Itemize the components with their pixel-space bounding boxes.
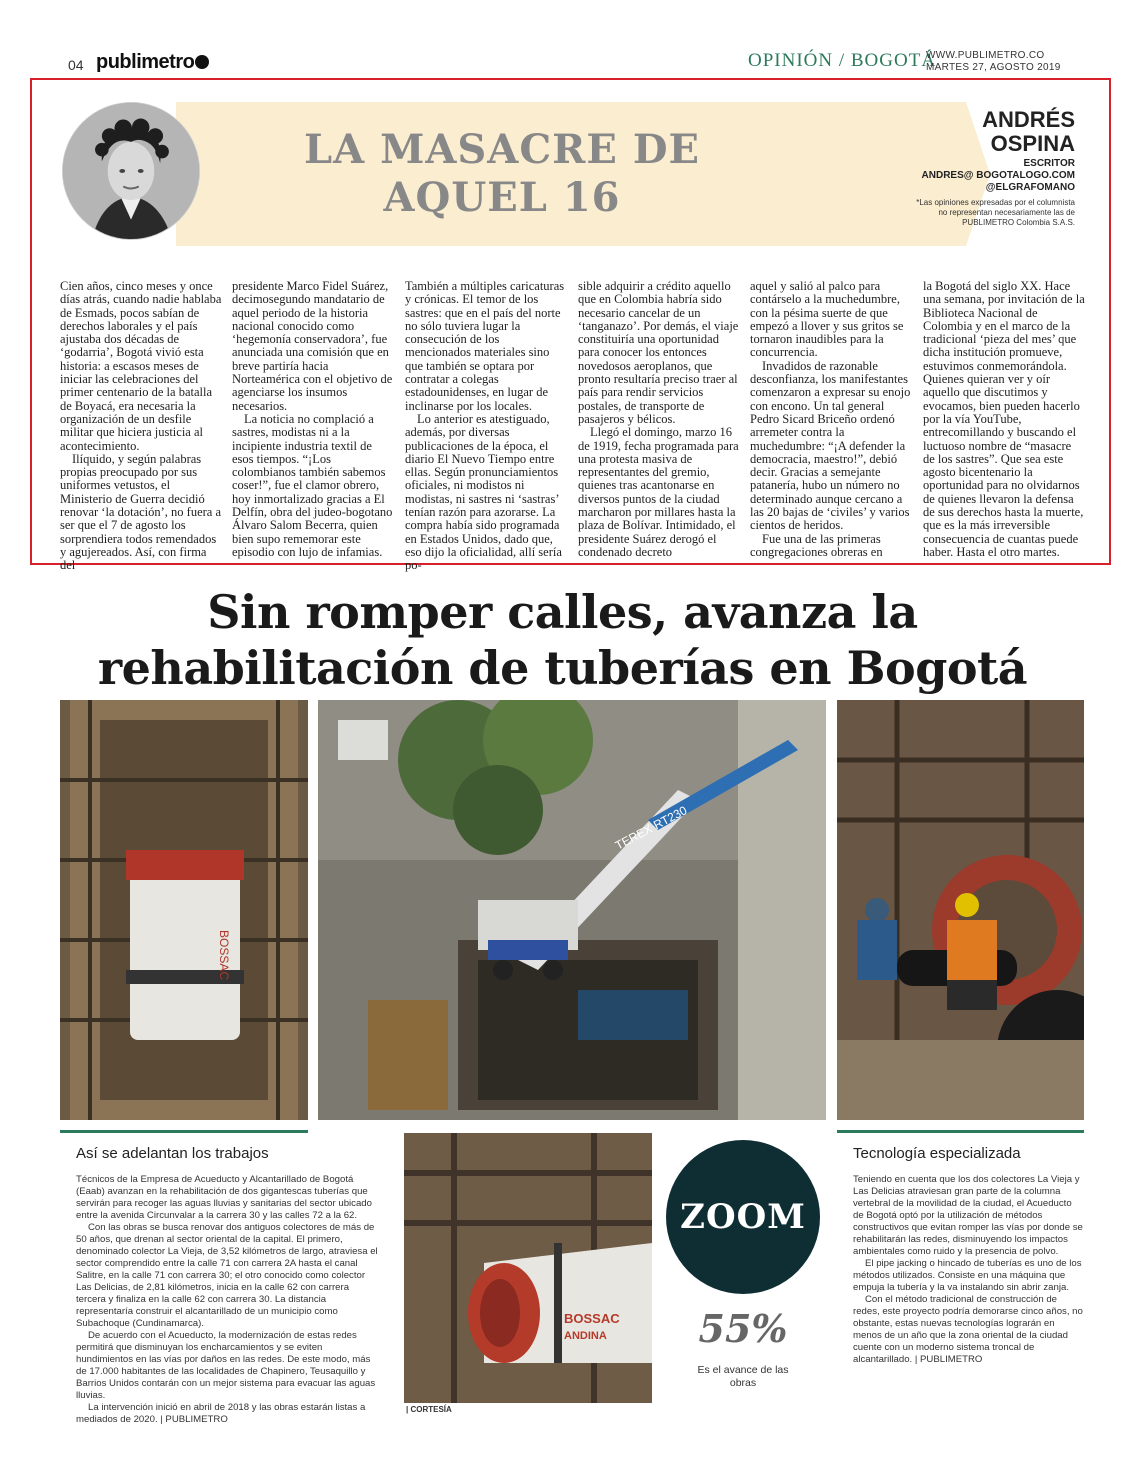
logo-text: publimetro [96,51,195,73]
photo-credit: | CORTESÍA [406,1405,452,1414]
photo-boring-machine [404,1133,652,1403]
story-headline-line2: rehabilitación de tuberías en Bogotá [97,641,1028,695]
section-label: OPINIÓN / BOGOTÁ [748,50,937,71]
opinion-disclaimer: *Las opiniones expresadas por el columnista no representan necesariamente las de PUBLIMETRO Colombia S.A.S. [916,198,1075,227]
story-headline-line1: Sin romper calles, avanza la [207,585,918,639]
paragraph: presidente Marco Fidel Suárez, decimosegundo mandatario de aquel periodo de la historia nacional conocido como ‘hegemonía conservadora’, fue anunciada una comisión que en breve partiría hacia Norteamérica con el objetivo de agenciarse los insumos necesarios. [232,279,393,413]
right-body [853,1174,1083,1366]
story-headline [20,584,1105,696]
progress-stat: 55% [698,1306,788,1351]
opinion-text-column-2 [232,280,394,559]
author-email: ANDRES@ BOGOTALOGO.COM [921,170,1075,181]
paragraph: El pipe jacking o hincado de tuberías es uno de los métodos utilizados. Consiste en una máquina que empuja la tubería y la va instalando sin abrir zanja. [853,1258,1082,1293]
opinion-text-column-4 [578,280,740,559]
site-info [926,50,1061,74]
photo-workers-tunnel [837,700,1084,1120]
left-subhead: Así se adelantan los trabajos [76,1145,269,1162]
paragraph: Ilíquido, y según palabras propias preocupado por sus uniformes vetustos, el Ministerio de Guerra decidió renovar ‘la dotación’, no fuera a ser que el 7 de agosto los sorprendiera todos remendados y agujereados. Así, con firma del [60,451,222,573]
paragraph: sible adquirir a crédito aquello que en Colombia habría sido necesario cancelar de un ‘tanganazo’. Por demás, el viaje constituiría una oportunidad para conocer los entonces novedosos aeroplanos, que pronto resultaría preciso traer al país para rendir servicios postales, de transporte de pasajeros y bélicos. [578,279,739,426]
progress-stat-caption: Es el avance de las obras [697,1364,789,1389]
paragraph: También a múltiples caricaturas y crónicas. El temor de los sastres: que en el país del norte no sólo tuviera lugar la consecución de los mencionados materiales sino que también se optara por contratar a colegas estadounidenses, en lugar de inclinarse por los locales. [405,279,565,413]
opinion-column [30,78,1111,573]
author-role: ESCRITOR [1023,158,1075,169]
right-subhead: Tecnología especializada [853,1145,1021,1162]
author-twitter: @ELGRAFOMANO [985,182,1075,193]
left-subhead-rule [60,1130,308,1133]
opinion-body [60,279,1085,573]
paragraph: Fue una de las primeras congregaciones obreras en [750,531,883,559]
paragraph: Con el método tradicional de construcción de redes, este proyecto podría demorarse cinco años, no obstante, estas nuevas tecnologías lograrán en menos de un año que la zona oriental de la ciudad cuente con un moderno sistema troncal de alcantarillado. | PUBLIMETRO [853,1294,1083,1365]
zoom-badge [666,1140,820,1294]
paragraph: La intervención inició en abril de 2018 y las obras estarán listas a mediados de 2020. | PUBLIMETRO [76,1402,366,1425]
right-subhead-rule [837,1130,1084,1133]
photo-tunnel-shaft [60,700,308,1120]
opinion-headline-line2: AQUEL 16 [383,174,621,221]
author-name [982,108,1075,156]
left-body [76,1174,378,1426]
paragraph: De acuerdo con el Acueducto, la modernización de estas redes permitirá que disminuyan los encharcamientos y se eviten hundimientos en las vías por daños en las redes. De este modo, más de 17.000 habitantes de las localidades de Chapinero, Teusaquillo y Barrios Unidos contarán con un mejor sistema para evacuar las aguas lluvias. [76,1330,376,1401]
author-portrait-image [63,103,199,239]
opinion-text-column-6 [923,280,1085,559]
opinion-text-column-1 [60,280,222,573]
author-first-name: ANDRÉS [982,107,1075,132]
opinion-headline [262,126,742,222]
publimetro-logo [96,51,209,74]
author-portrait [62,102,200,240]
opinion-text-column-3 [405,280,567,573]
photo-construction-site [318,700,826,1120]
machine-label-text-2: ANDINA [564,1330,607,1342]
paragraph: Lo anterior es atestiguado, además, por diversas publicaciones de la época, el diario El Nuevo Tiempo entre ellas. Según pronunciamientos oficiales, ni modistos ni modistas, ni sastres ni ‘sastras’ tenían razón para azorarse. La compra había sido programada en Estados Unidos, dado que, eso dijo la oficialidad, allí sería po- [405,411,562,573]
crane-label-text: TEREX RT230 [612,803,690,853]
paragraph: Cien años, cinco meses y once días atrás, cuando nadie hablaba de Esmads, pocos sabían de derechos laborales y el país ajustaba dos décadas de ‘godarria’, Bogotá vivió esta historia: a escasos meses de iniciar las celebraciones del primer centenario de la batalla de Boyacá, era necesaria la organización de un desfile militar que hiciera justicia al acontecimiento. [60,279,222,453]
paragraph: La noticia no complació a sastres, modistas ni a la incipiente industria textil de esos tiempos. “¡Los colombianos también sabemos coser!”, fue el clamor obrero, hoy inmortalizado gracias a El Delfín, obra del judeo-bogotano Álvaro Salom Becerra, quien bien supo rememorar este episodio con lujo de infamias. [232,411,393,559]
opinion-headline-line1: LA MASACRE DE [304,126,700,173]
paragraph: Llegó el domingo, marzo 16 de 1919, fecha programada para una protesta masiva de representantes del gremio, quienes tras acantonarse en diversos puntos de la ciudad marcharon por millares hasta la plaza de Bolívar. Intimidado, el presidente Suárez derogó el condenado decreto [578,425,739,559]
machine-label-text: BOSSAC [564,1311,620,1326]
opinion-text-column-5 [750,280,912,559]
paragraph: la Bogotá del siglo XX. Hace una semana, por invitación de la Biblioteca Nacional de Colombia y en el marco de la tradicional ‘pieza del mes’ que dicha institución promueve, estuvimos conmemorándola. Quienes quieran ver y oír aquello que discutimos y evocamos, bien pueden hacerlo por la vía YouTube, entrecomillando y buscando el luctuoso nombre de “masacre de los sastres”. Que sea este agosto bicentenario la oportunidad para no olvidarnos de quienes llevaron la defensa de sus derechos hasta la muerte, que es la más irreversible consecuencia de cuantas puede haber. Hasta el otro martes. [923,279,1085,559]
author-last-name: OSPINA [990,131,1075,156]
paragraph: Invadidos de razonable desconfianza, los manifestantes comenzaron a expresar su enojo con encono. Un tal general Pedro Sicard Briceño ordenó arremeter contra la muchedumbre: “¡A defender la democracia, maestro!”, debió decir. Gracias a semejante patanería, hubo un número no determinado aunque cercano a las 20 bajas de ‘civiles’ y varios cientos de heridos. [750,358,911,533]
site-url: WWW.PUBLIMETRO.CO [926,50,1045,61]
logo-globe-icon [195,55,209,69]
machine-label-text: BOSSAC [217,930,231,981]
paragraph: Técnicos de la Empresa de Acueducto y Alcantarillado de Bogotá (Eaab) avanzan en la rehabilitación de dos gigantescas tuberías que servirán para recoger las aguas lluvias y sanitarias del sector ubicado entre la avenida Circunvalar a la carrera 30 y las calles 72 a la 62. [76,1174,372,1221]
issue-date: MARTES 27, AGOSTO 2019 [926,62,1061,73]
paragraph: Teniendo en cuenta que los dos colectores La Vieja y Las Delicias atraviesan gran parte de la columna vertebral de la movilidad de la ciudad, el Acueducto de Bogotá optó por la utilización de métodos constructivos que evitan romper las vías por donde se rehabilitarán las redes, disminuyendo los impactos ambientales como ruido y la presencia de polvo. [853,1174,1083,1257]
zoom-label: ZOOM [680,1197,806,1237]
masthead [60,48,1080,76]
paragraph: Con las obras se busca renovar dos antiguos colectores de más de 50 años, que drenan al sector oriental de la capital. El primero, denominado colector La Vieja, de 3,52 kilómetros de largo, atraviesa el sector comprendido entre la calle 71 con carrera 2A hasta el canal Salitre, en la calle 71 con carrera 30; el otro conocido como colector Las Delicias, de 2,81 kilómetros, inicia en la calle 62 con carrera tercera y finaliza en la calle 62 con carrera 30. La distancia representaría construir el alcantarillado de un municipio como Subachoque (Cundinamarca). [76,1222,378,1329]
paragraph: aquel y salió al palco para contárselo a la muchedumbre, con la pésima suerte de que empezó a llover y sus gritos se tornaron inaudibles para la concurrencia. [750,279,904,360]
page-number: 04 [68,57,84,73]
